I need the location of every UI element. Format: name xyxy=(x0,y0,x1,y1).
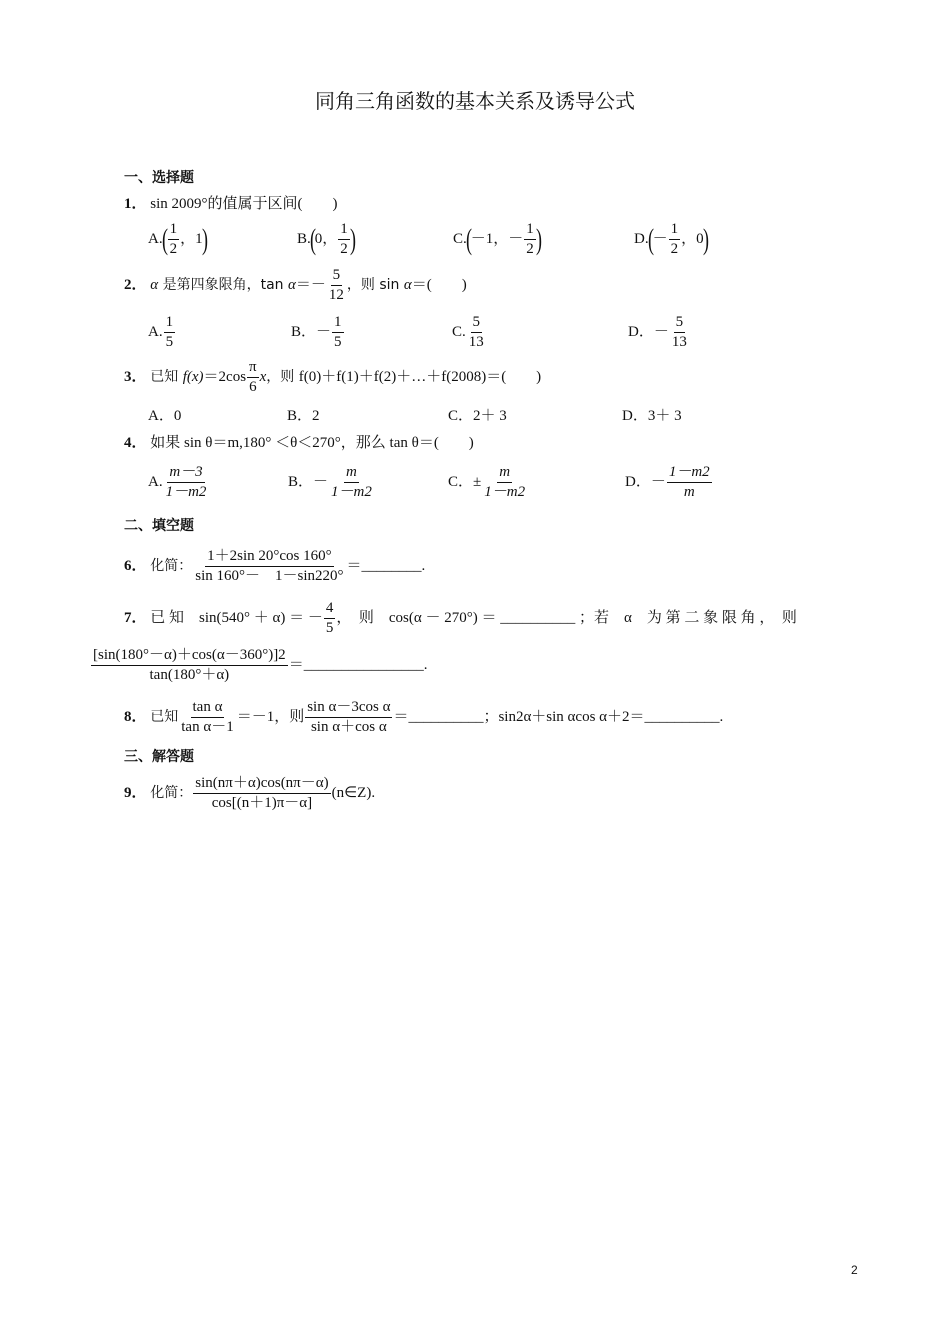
stem-text: 已知 xyxy=(150,368,183,385)
frac-num: 1－m2 xyxy=(667,465,712,483)
frac-den: 2 xyxy=(340,241,348,257)
option-label: C. xyxy=(452,323,466,340)
q4-option-a xyxy=(148,465,209,500)
frac-den: 1－m2 xyxy=(165,484,207,500)
answer-blank: ＝________________. xyxy=(288,656,428,673)
frac-num: 1 xyxy=(332,315,344,333)
stem-text: 化简： xyxy=(150,784,193,801)
question-number: 7． xyxy=(124,609,147,626)
frac-den: cos[(n＋1)π－α] xyxy=(211,795,313,811)
q1-option-d: D.(－ $\frac{1}{2}$ ，0) xyxy=(634,221,709,257)
frac-den: 1－m2 xyxy=(484,484,526,500)
q3-option-b: B．2 xyxy=(287,408,320,424)
q2-option-c xyxy=(452,315,487,350)
frac-num: 1 xyxy=(168,222,180,240)
question-number: 8． xyxy=(124,708,147,725)
question-1 xyxy=(124,197,338,212)
question-number: 3． xyxy=(124,368,147,385)
question-number: 6． xyxy=(124,557,147,574)
page-number: 2 xyxy=(851,1263,858,1277)
page-title: 同角三角函数的基本关系及诱导公式 xyxy=(315,89,635,113)
stem-text: 化简： xyxy=(150,557,193,574)
frac-den: tan(180°＋α) xyxy=(149,667,230,683)
question-number: 1． xyxy=(124,196,147,212)
stem-text: ＝－1，则 xyxy=(236,708,305,725)
question-stem: 如果 sin θ＝m,180° ＜θ＜270°，那么 tan θ＝( ) xyxy=(150,435,474,451)
alpha-symbol: α xyxy=(287,276,296,293)
question-stem: sin 2009°的值属于区间( ) xyxy=(150,196,338,212)
q1-option-a: A.( $\frac{1}{2}$ ，1) xyxy=(148,221,208,257)
q1-option-c: C.(－1，－ $\frac{1}{2}$ ) xyxy=(453,221,542,257)
option-label: D．－ xyxy=(628,323,669,340)
frac-den: 5 xyxy=(165,334,174,350)
variable: x xyxy=(259,368,267,385)
question-7 xyxy=(124,601,797,636)
question-6 xyxy=(124,549,425,584)
option-label: B．－ xyxy=(288,473,329,490)
option-label: C．± xyxy=(448,473,482,490)
frac-den: 1－m2 xyxy=(331,484,372,500)
frac-num: 1 xyxy=(524,222,536,240)
q2-option-d xyxy=(628,315,690,350)
question-7-expression xyxy=(90,648,427,683)
option-label: D．－ xyxy=(625,473,666,490)
option-label: D. xyxy=(634,230,649,247)
frac-num: [sin(180°－α)＋cos(α－360°)]2 xyxy=(91,648,288,666)
alpha-symbol: α xyxy=(150,276,159,293)
answer-blank: ＝__________；sin2α＋sin αcos α＋2＝__________. xyxy=(393,708,724,725)
question-4 xyxy=(124,436,474,451)
frac-den: 2 xyxy=(526,241,534,257)
frac-den: m xyxy=(683,484,695,500)
question-9 xyxy=(124,776,375,811)
stem-text: ，则 xyxy=(266,368,299,385)
frac-den: sin 160°－ 1－sin220° xyxy=(195,568,344,584)
stem-text: ＝2cos xyxy=(203,368,247,385)
stem-text: f(0)＋f(1)＋f(2)＋…＋f(2008)＝( ) xyxy=(298,368,542,385)
q4-option-b xyxy=(288,465,375,500)
q4-option-d xyxy=(625,465,713,500)
stem-text: 已知 xyxy=(150,708,179,725)
frac-num: m－3 xyxy=(167,465,204,483)
answer-blank: ＝________. xyxy=(346,557,426,574)
stem-text: ， 则 cos(α － 270°) ＝ __________ ；若 α 为 第 二 象 限 角 ， 则 xyxy=(336,609,797,626)
option-label: C. xyxy=(453,230,467,247)
option-text: 0， xyxy=(314,230,338,247)
q1-option-b: B.(0， $\frac{1}{2}$ ) xyxy=(297,221,356,257)
q2-option-b xyxy=(291,315,345,350)
frac-num: 5 xyxy=(331,268,343,286)
frac-num: 1 xyxy=(164,315,176,333)
question-8 xyxy=(124,700,723,735)
stem-text: 已 知 sin(540° ＋ α) ＝ － xyxy=(150,609,323,626)
frac-num: 1 xyxy=(338,222,350,240)
section-heading-fill: 二、填空题 xyxy=(124,518,194,534)
q3-option-a: A．0 xyxy=(148,408,182,424)
frac-num: tan α xyxy=(191,700,225,718)
option-text: －1，－ xyxy=(470,230,524,247)
frac-den: 5 xyxy=(325,620,334,636)
frac-den: sin α＋cos α xyxy=(310,719,387,735)
option-label: A. xyxy=(148,473,163,490)
function-name: f(x) xyxy=(182,368,204,385)
option-label: B．－ xyxy=(291,323,332,340)
stem-text: ＝－ xyxy=(295,276,326,293)
option-text: ，0 xyxy=(681,230,704,247)
frac-den: 13 xyxy=(671,334,687,350)
frac-den: tan α－1 xyxy=(181,719,234,735)
frac-den: 6 xyxy=(249,379,257,395)
q4-option-c xyxy=(448,465,528,500)
frac-den: 2 xyxy=(169,241,178,257)
frac-num: 5 xyxy=(674,315,686,333)
frac-num: 1＋2sin 20°cos 160° xyxy=(205,549,334,567)
question-number: 2． xyxy=(124,276,147,293)
frac-num: 1 xyxy=(669,222,681,240)
stem-text: (n∈Z). xyxy=(331,784,376,801)
question-2 xyxy=(124,268,467,303)
q3-option-d: D．3＋ 3 xyxy=(622,408,682,424)
q3-option-c: C．2＋ 3 xyxy=(448,408,507,424)
q2-option-a xyxy=(148,315,176,350)
frac-num: π xyxy=(247,360,259,378)
frac-num: sin α－3cos α xyxy=(305,700,392,718)
frac-num: m xyxy=(344,465,359,483)
option-label: A. xyxy=(148,230,163,247)
frac-den: 5 xyxy=(334,334,342,350)
section-heading-choice: 一、选择题 xyxy=(124,170,194,186)
frac-num: 5 xyxy=(471,315,483,333)
stem-text: ＝( ) xyxy=(411,276,467,293)
section-heading-answer: 三、解答题 xyxy=(124,749,194,765)
stem-text: 是第四象限角，tan xyxy=(158,276,288,293)
question-number: 9． xyxy=(124,784,147,801)
alpha-symbol: α xyxy=(403,276,412,293)
option-text: ，1 xyxy=(180,230,203,247)
option-text: － xyxy=(652,230,668,247)
frac-num: m xyxy=(497,465,512,483)
question-3 xyxy=(124,360,541,395)
frac-den: 12 xyxy=(328,287,344,303)
option-label: A. xyxy=(148,323,163,340)
question-number: 4． xyxy=(124,435,147,451)
frac-num: 4 xyxy=(324,601,336,619)
frac-num: sin(nπ＋α)cos(nπ－α) xyxy=(193,776,330,794)
frac-den: 2 xyxy=(670,241,679,257)
stem-text: ，则 sin xyxy=(346,276,404,293)
frac-den: 13 xyxy=(468,334,484,350)
option-label: B. xyxy=(297,230,311,247)
